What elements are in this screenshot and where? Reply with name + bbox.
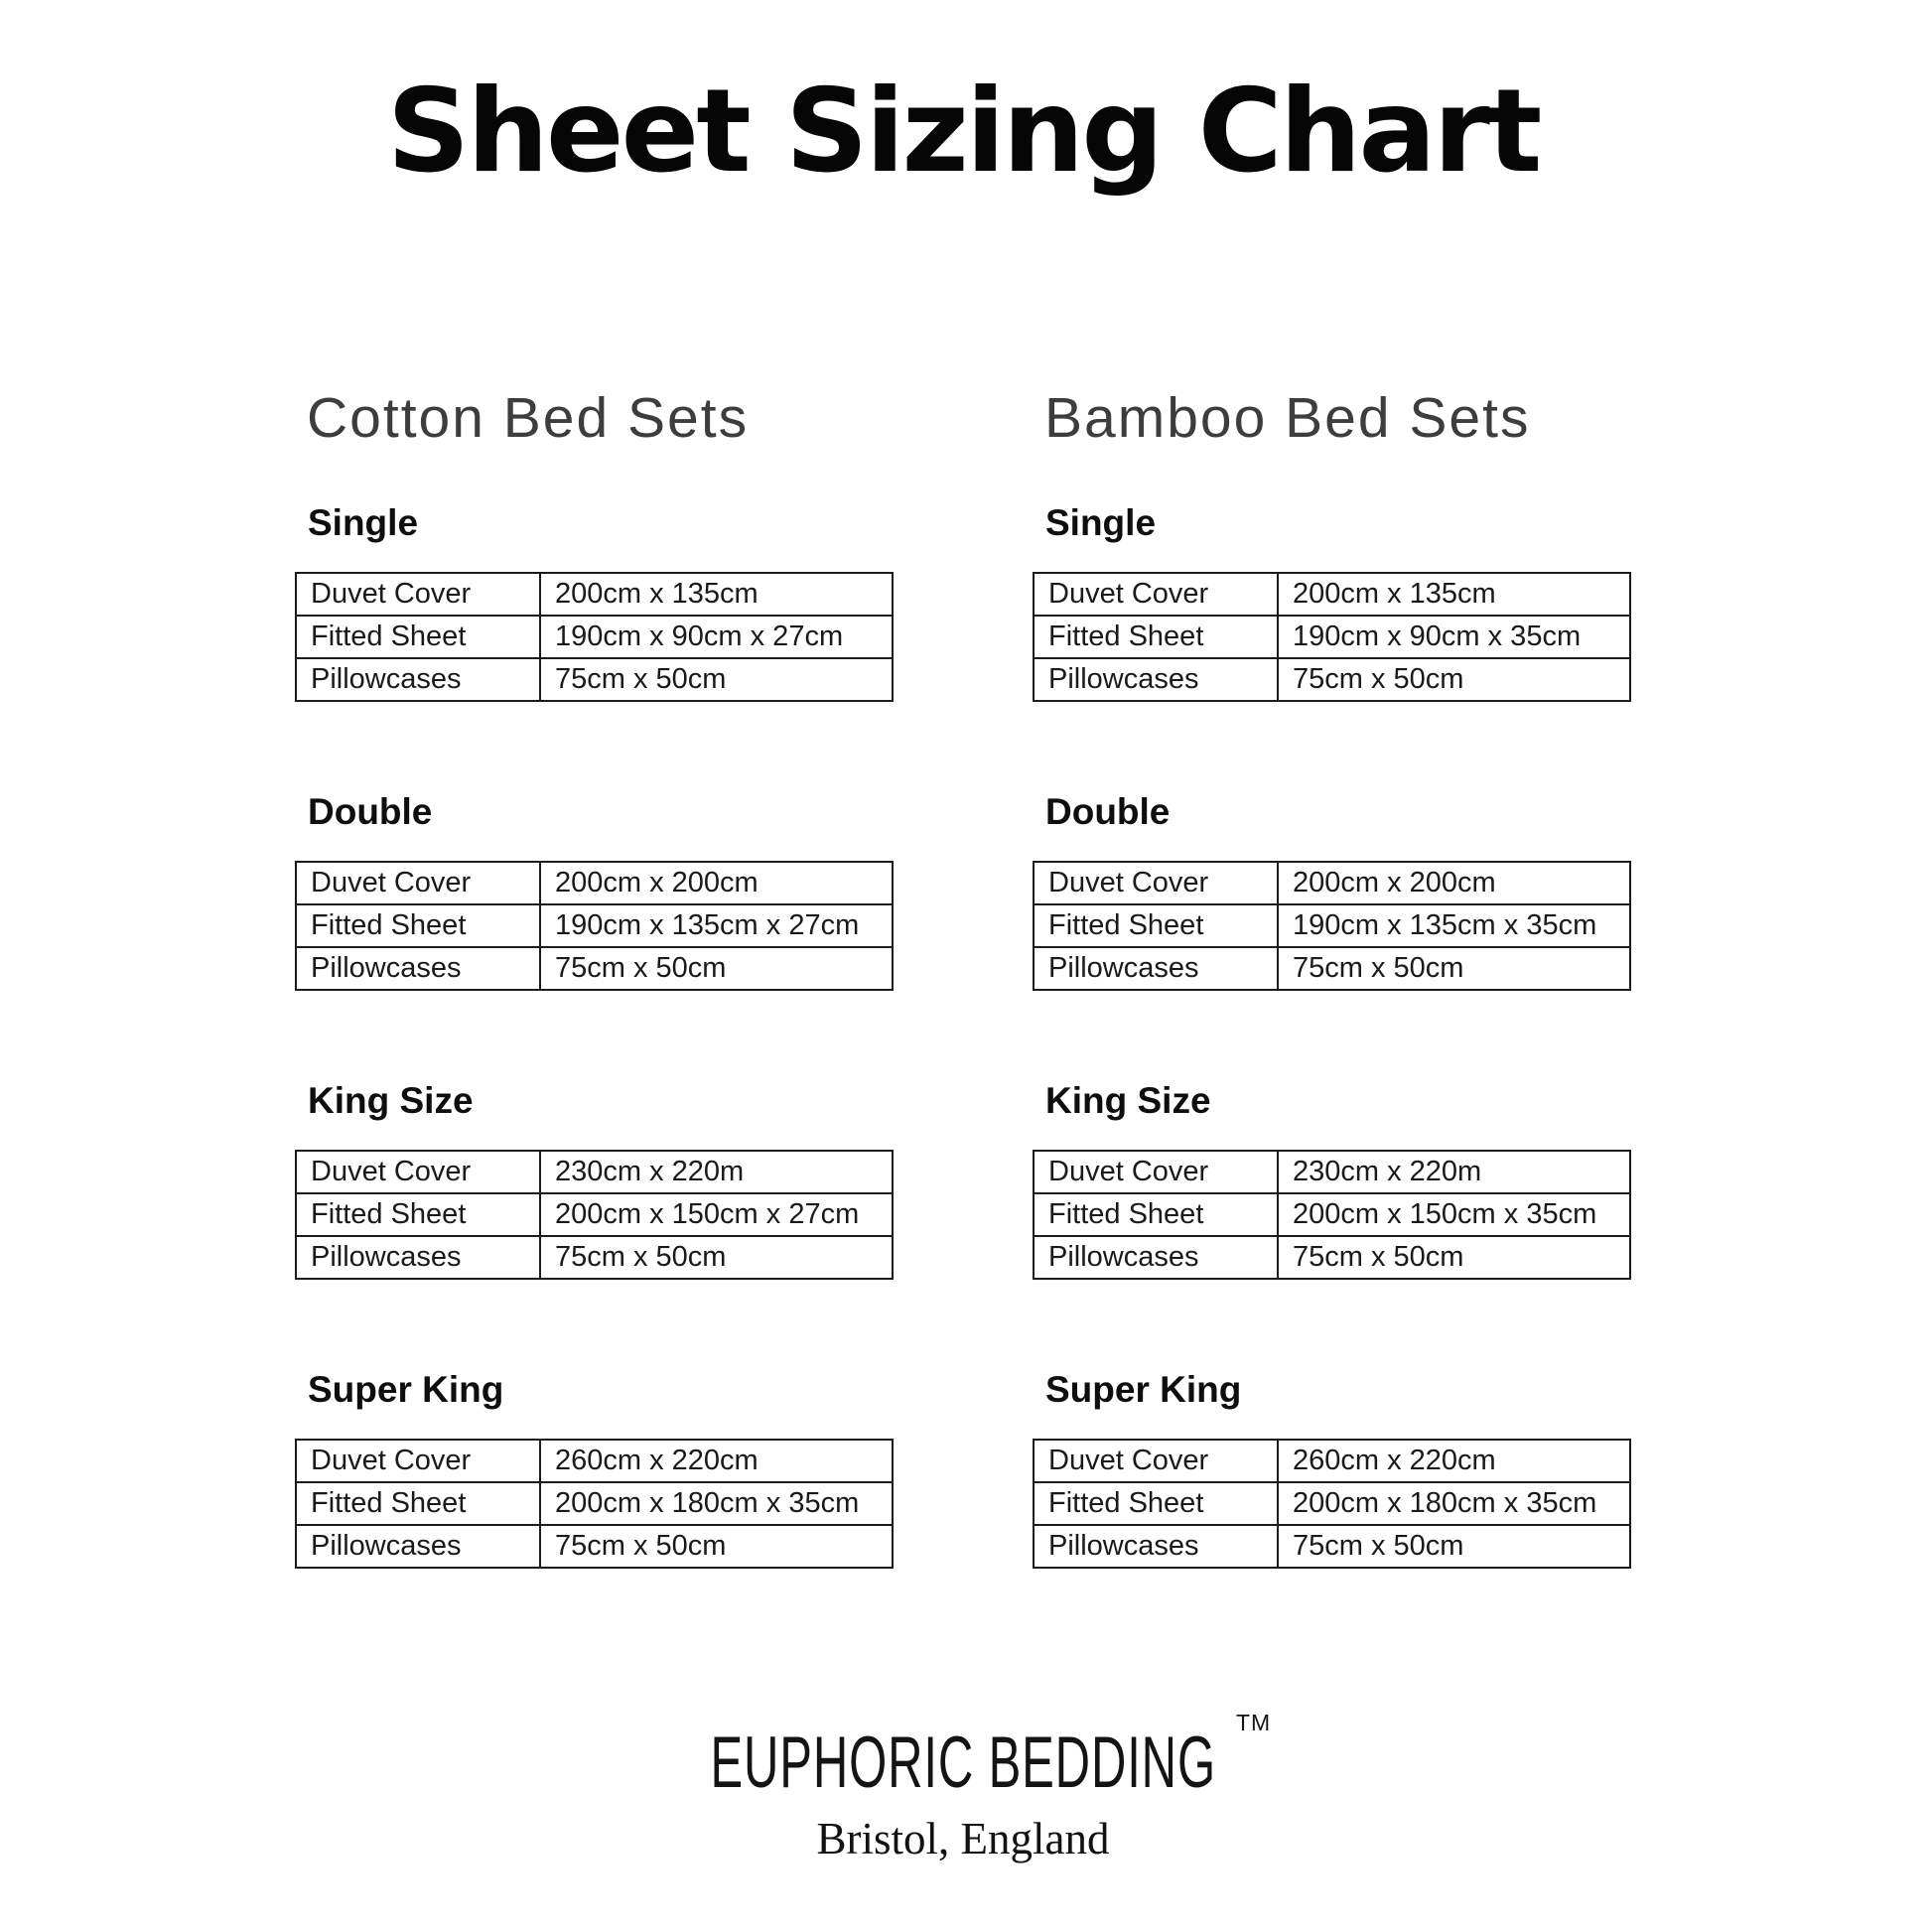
size-heading: King Size: [1045, 1080, 1211, 1121]
brand-footer: [295, 1710, 1631, 1864]
item-label: Duvet Cover: [296, 862, 540, 904]
brand-location: Bristol, England: [816, 1814, 1110, 1863]
table-row: [296, 947, 893, 990]
size-heading: Double: [308, 791, 433, 832]
size-heading: Single: [308, 502, 419, 543]
table-row: [1034, 1440, 1630, 1482]
item-label: Duvet Cover: [1034, 573, 1278, 616]
table-row: [1034, 658, 1630, 701]
item-size-value: 200cm x 150cm x 35cm: [1278, 1193, 1630, 1236]
table-row: [1034, 947, 1630, 990]
item-size-value: 200cm x 150cm x 27cm: [540, 1193, 893, 1236]
item-label: Fitted Sheet: [296, 904, 540, 947]
item-size-value: 75cm x 50cm: [540, 947, 893, 990]
size-table: [295, 1439, 894, 1569]
table-row: [296, 1151, 893, 1193]
columns: [295, 385, 1631, 1658]
size-section: [295, 502, 894, 702]
item-size-value: 75cm x 50cm: [540, 1236, 893, 1279]
item-size-value: 75cm x 50cm: [540, 658, 893, 701]
table-row: [296, 862, 893, 904]
column-heading: Bamboo Bed Sets: [1044, 386, 1531, 450]
size-heading: Super King: [308, 1369, 504, 1410]
trademark-symbol: TM: [1235, 1710, 1272, 1735]
item-label: Pillowcases: [1034, 947, 1278, 990]
size-section: [1033, 791, 1631, 991]
table-row: [296, 616, 893, 658]
item-size-value: 200cm x 200cm: [1278, 862, 1630, 904]
item-size-value: 190cm x 135cm x 27cm: [540, 904, 893, 947]
item-label: Pillowcases: [1034, 1525, 1278, 1568]
item-label: Duvet Cover: [296, 573, 540, 616]
size-table: [1033, 1439, 1631, 1569]
table-row: [1034, 616, 1630, 658]
item-label: Fitted Sheet: [1034, 616, 1278, 658]
size-table-body: [1034, 1151, 1630, 1279]
table-row: [296, 658, 893, 701]
item-size-value: 230cm x 220m: [540, 1151, 893, 1193]
item-size-value: 75cm x 50cm: [540, 1525, 893, 1568]
size-table-body: [296, 862, 893, 990]
column-sections: [295, 502, 894, 1569]
item-size-value: 190cm x 90cm x 35cm: [1278, 616, 1630, 658]
table-row: [296, 1525, 893, 1568]
item-label: Fitted Sheet: [296, 1482, 540, 1525]
size-section: [295, 1369, 894, 1569]
size-table-body: [1034, 573, 1630, 701]
size-section: [1033, 1369, 1631, 1569]
item-label: Duvet Cover: [1034, 1151, 1278, 1193]
item-size-value: 260cm x 220cm: [1278, 1440, 1630, 1482]
item-size-value: 75cm x 50cm: [1278, 947, 1630, 990]
size-heading: Super King: [1045, 1369, 1242, 1410]
size-table: [1033, 861, 1631, 991]
table-row: [296, 1482, 893, 1525]
size-table: [1033, 1150, 1631, 1280]
item-label: Fitted Sheet: [296, 1193, 540, 1236]
size-table-body: [1034, 1440, 1630, 1568]
item-size-value: 200cm x 180cm x 35cm: [1278, 1482, 1630, 1525]
table-row: [1034, 1236, 1630, 1279]
size-heading: Double: [1045, 791, 1171, 832]
table-row: [1034, 1525, 1630, 1568]
item-label: Duvet Cover: [296, 1440, 540, 1482]
column-sections: [1033, 502, 1631, 1569]
table-row: [1034, 904, 1630, 947]
bed-set-column: [295, 385, 894, 1658]
item-size-value: 75cm x 50cm: [1278, 1525, 1630, 1568]
column-heading: Cotton Bed Sets: [307, 386, 750, 450]
size-section: [1033, 1080, 1631, 1280]
item-label: Duvet Cover: [296, 1151, 540, 1193]
table-row: [296, 1236, 893, 1279]
table-row: [296, 573, 893, 616]
table-row: [296, 904, 893, 947]
item-label: Pillowcases: [296, 1236, 540, 1279]
size-table: [1033, 572, 1631, 702]
item-label: Duvet Cover: [1034, 862, 1278, 904]
bed-set-column: [1033, 385, 1631, 1658]
item-label: Pillowcases: [1034, 658, 1278, 701]
size-table-body: [296, 1151, 893, 1279]
size-table: [295, 572, 894, 702]
table-row: [1034, 573, 1630, 616]
item-label: Pillowcases: [1034, 1236, 1278, 1279]
size-section: [295, 1080, 894, 1280]
item-size-value: 260cm x 220cm: [540, 1440, 893, 1482]
size-table-body: [296, 573, 893, 701]
table-row: [1034, 862, 1630, 904]
brand-logo: [669, 1710, 1272, 1805]
item-label: Fitted Sheet: [1034, 904, 1278, 947]
brand-name: EUPHORIC BEDDING: [710, 1722, 1216, 1804]
item-label: Fitted Sheet: [1034, 1193, 1278, 1236]
item-size-value: 200cm x 135cm: [1278, 573, 1630, 616]
item-label: Pillowcases: [296, 658, 540, 701]
item-size-value: 190cm x 135cm x 35cm: [1278, 904, 1630, 947]
item-label: Pillowcases: [296, 947, 540, 990]
item-size-value: 190cm x 90cm x 27cm: [540, 616, 893, 658]
table-row: [1034, 1193, 1630, 1236]
size-table-body: [296, 1440, 893, 1568]
item-size-value: 230cm x 220m: [1278, 1151, 1630, 1193]
item-size-value: 75cm x 50cm: [1278, 1236, 1630, 1279]
size-table-body: [1034, 862, 1630, 990]
size-table: [295, 1150, 894, 1280]
size-heading: Single: [1045, 502, 1157, 543]
size-heading: King Size: [308, 1080, 474, 1121]
item-label: Duvet Cover: [1034, 1440, 1278, 1482]
item-size-value: 200cm x 200cm: [540, 862, 893, 904]
size-table: [295, 861, 894, 991]
table-row: [296, 1193, 893, 1236]
size-section: [295, 791, 894, 991]
page-title: Sheet Sizing Chart: [386, 65, 1540, 199]
item-label: Fitted Sheet: [1034, 1482, 1278, 1525]
item-size-value: 200cm x 180cm x 35cm: [540, 1482, 893, 1525]
item-label: Fitted Sheet: [296, 616, 540, 658]
item-size-value: 75cm x 50cm: [1278, 658, 1630, 701]
table-row: [296, 1440, 893, 1482]
item-label: Pillowcases: [296, 1525, 540, 1568]
table-row: [1034, 1482, 1630, 1525]
item-size-value: 200cm x 135cm: [540, 573, 893, 616]
size-section: [1033, 502, 1631, 702]
table-row: [1034, 1151, 1630, 1193]
